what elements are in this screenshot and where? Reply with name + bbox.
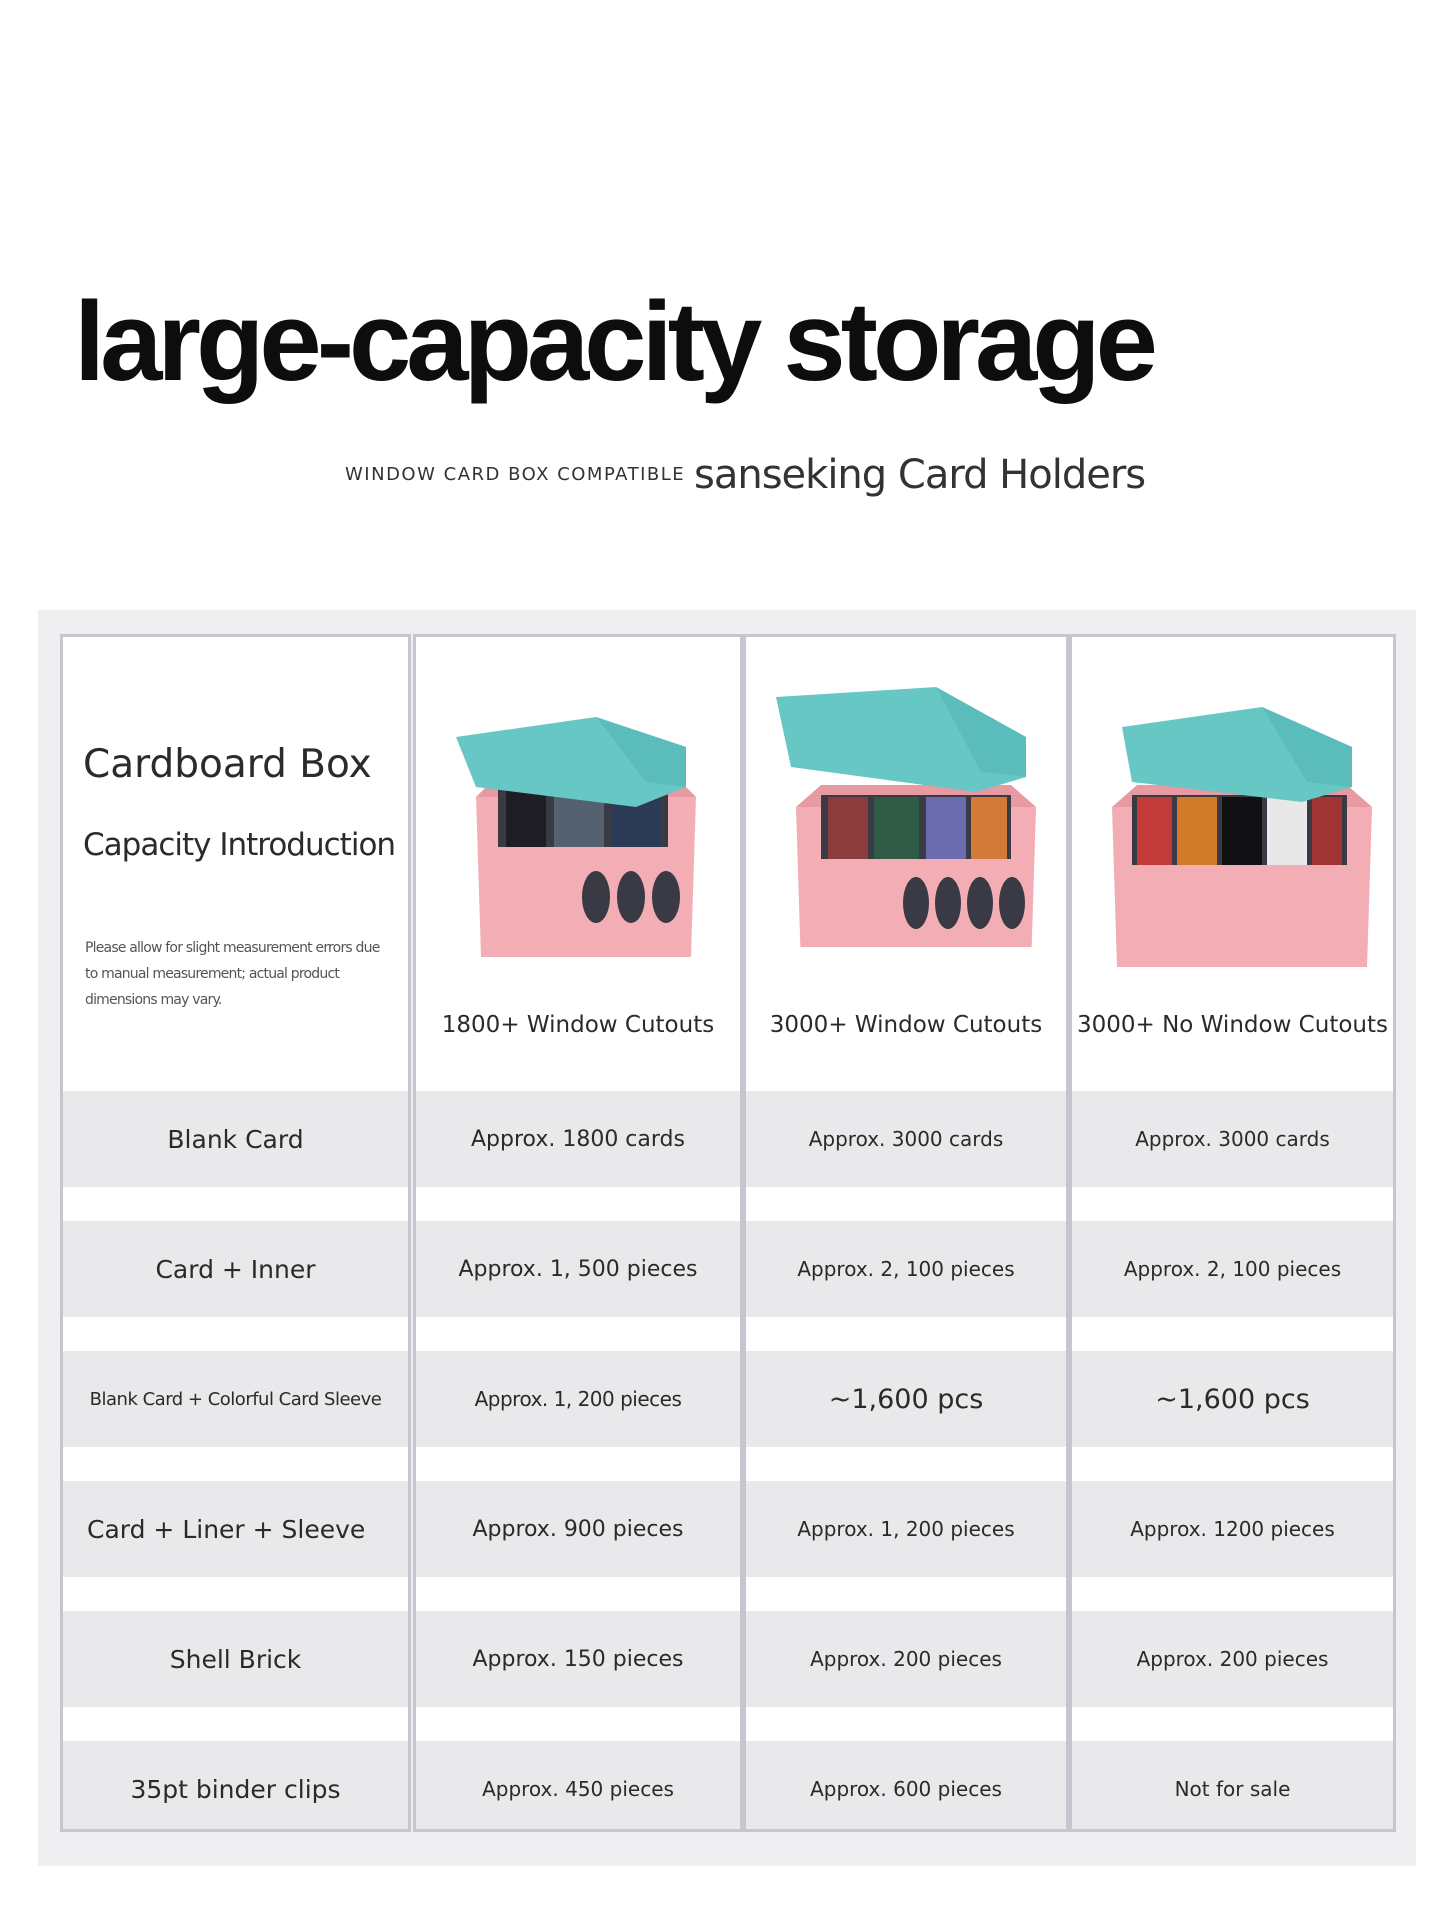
row-label: Blank Card + Colorful Card Sleeve — [63, 1351, 408, 1447]
value-cell: Approx. 200 pieces — [746, 1611, 1066, 1707]
row-label: Card + Inner — [63, 1221, 408, 1317]
table-header-title: Cardboard Box — [83, 742, 372, 787]
row-label: Shell Brick — [63, 1611, 408, 1707]
value-cell: Approx. 3000 cards — [1072, 1091, 1393, 1187]
hero-title: large-capacity storage — [74, 279, 1153, 404]
value-cell: Approx. 3000 cards — [746, 1091, 1066, 1187]
product-column-2 — [743, 634, 1069, 1832]
value-cell: ~1,600 pcs — [746, 1351, 1066, 1447]
value-cell: Approx. 900 pieces — [416, 1481, 740, 1577]
value-cell: Approx. 600 pieces — [746, 1741, 1066, 1832]
value-cell: Approx. 1200 pieces — [1072, 1481, 1393, 1577]
measurement-note: Please allow for slight measurement errors due to manual measurement; actual product dimensions may vary. — [85, 940, 380, 1008]
hero-subtitle-small: WINDOW CARD BOX COMPATIBLE — [345, 464, 686, 485]
value-cell: Approx. 1, 500 pieces — [416, 1221, 740, 1317]
value-cell: ~1,600 pcs — [1072, 1351, 1393, 1447]
value-cell: Approx. 2, 100 pieces — [1072, 1221, 1393, 1317]
product-column-3 — [1069, 634, 1396, 1832]
card-box-window-small-icon — [436, 697, 726, 967]
value-cell: Not for sale — [1072, 1741, 1393, 1832]
value-cell: Approx. 150 pieces — [416, 1611, 740, 1707]
value-cell: Approx. 200 pieces — [1072, 1611, 1393, 1707]
value-cell: Approx. 1, 200 pieces — [746, 1481, 1066, 1577]
card-box-no-window-icon — [1092, 697, 1382, 967]
card-box-window-large-icon — [766, 677, 1056, 947]
value-cell: Approx. 450 pieces — [416, 1741, 740, 1832]
value-cell: Approx. 2, 100 pieces — [746, 1221, 1066, 1317]
label-column — [60, 634, 411, 1832]
product-name: 3000+ No Window Cutouts — [1076, 1012, 1388, 1038]
table-header-subtitle: Capacity Introduction — [83, 827, 396, 863]
product-column-1 — [413, 634, 743, 1832]
row-label: Card + Liner + Sleeve — [63, 1481, 408, 1577]
row-label: 35pt binder clips — [63, 1741, 408, 1832]
value-cell: Approx. 1800 cards — [416, 1091, 740, 1187]
product-name: 3000+ Window Cutouts — [769, 1012, 1043, 1038]
value-cell: Approx. 1, 200 pieces — [416, 1351, 740, 1447]
row-label: Blank Card — [63, 1091, 408, 1187]
product-name: 1800+ Window Cutouts — [441, 1012, 715, 1038]
hero-subtitle-brand: sanseking Card Holders — [694, 452, 1146, 498]
